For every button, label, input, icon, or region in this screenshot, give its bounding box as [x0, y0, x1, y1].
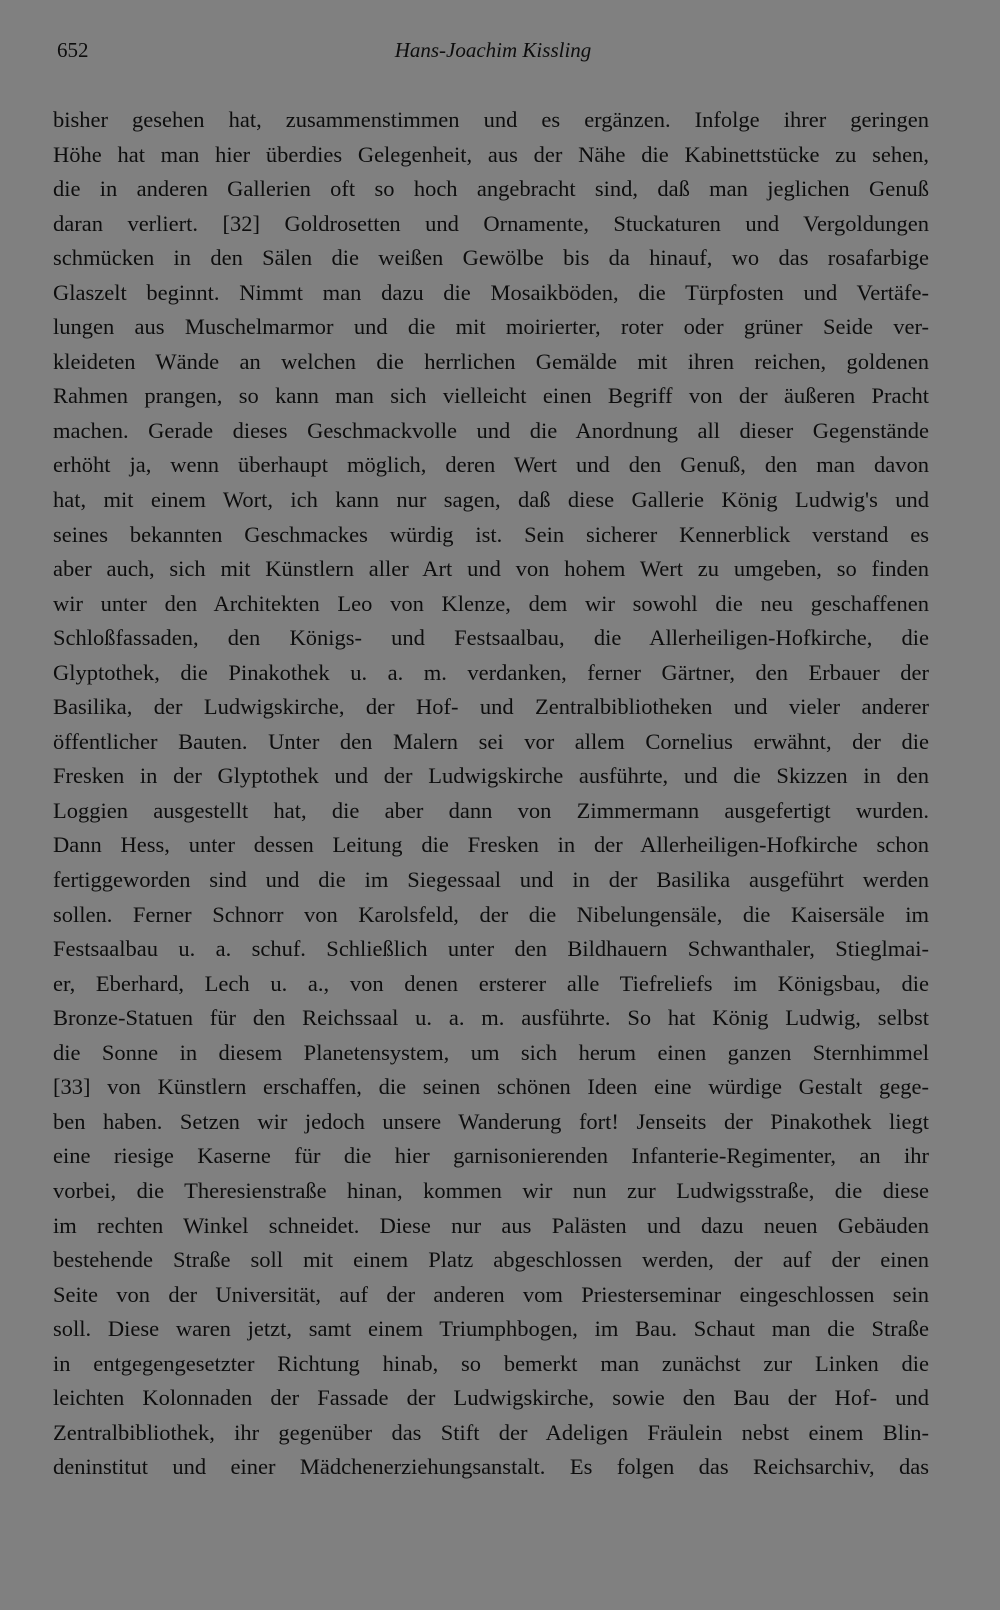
- text-line: wir unter den Architekten Leo von Klenze, dem wir sowohl die neu geschaffenen: [53, 590, 929, 616]
- page-header: [57, 38, 929, 68]
- text-line: erhöht ja, wenn überhaupt möglich, deren Wert und den Genuß, den man davon: [53, 452, 929, 478]
- text-line: bestehende Straße soll mit einem Platz abgeschlossen werden, der auf der einen: [53, 1247, 929, 1273]
- text-line: deninstitut und einer Mädchenerziehungsanstalt. Es folgen das Reichsarchiv, das: [53, 1454, 929, 1480]
- text-line: Basilika, der Ludwigskirche, der Hof- und Zentralbibliotheken und vieler anderer: [53, 694, 929, 720]
- text-line: hat, mit einem Wort, ich kann nur sagen, daß diese Gallerie König Ludwig's und: [53, 487, 929, 513]
- text-line: Loggien ausgestellt hat, die aber dann von Zimmermann ausgefertigt wurden.: [53, 797, 929, 823]
- text-line: Dann Hess, unter dessen Leitung die Fresken in der Allerheiligen-Hofkirche schon: [53, 832, 929, 858]
- text-line: eine riesige Kaserne für die hier garnisonierenden Infanterie-Regimenter, an ihr: [53, 1143, 929, 1169]
- text-line: Rahmen prangen, so kann man sich vielleicht einen Begriff von der äußeren Pracht: [53, 383, 929, 409]
- text-line: ben haben. Setzen wir jedoch unsere Wanderung fort! Jenseits der Pinakothek liegt: [53, 1108, 929, 1134]
- text-line: schmücken in den Sälen die weißen Gewölbe bis da hinauf, wo das rosafarbige: [53, 245, 929, 271]
- text-line: Bronze-Statuen für den Reichssaal u. a. m. ausführte. So hat König Ludwig, selbst: [53, 1005, 929, 1031]
- text-line: aber auch, sich mit Künstlern aller Art und von hohem Wert zu umgeben, so finden: [53, 556, 929, 582]
- text-line: Fresken in der Glyptothek und der Ludwigskirche ausführte, und die Skizzen in den: [53, 763, 929, 789]
- text-line: in entgegengesetzter Richtung hinab, so bemerkt man zunächst zur Linken die: [53, 1350, 929, 1376]
- text-line: Zentralbibliothek, ihr gegenüber das Stift der Adeligen Fräulein nebst einem Blin-: [53, 1419, 929, 1445]
- text-line: leichten Kolonnaden der Fassade der Ludwigskirche, sowie den Bau der Hof- und: [53, 1385, 929, 1411]
- text-line: er, Eberhard, Lech u. a., von denen ersterer alle Tiefreliefs im Königsbau, die: [53, 970, 929, 996]
- text-line: Seite von der Universität, auf der anderen vom Priesterseminar eingeschlossen sein: [53, 1281, 929, 1307]
- running-head: Hans-Joachim Kissling: [394, 38, 592, 62]
- text-line: die Sonne in diesem Planetensystem, um sich herum einen ganzen Sternhimmel: [53, 1039, 929, 1065]
- text-line: soll. Diese waren jetzt, samt einem Triumphbogen, im Bau. Schaut man die Straße: [53, 1316, 929, 1342]
- text-line: sollen. Ferner Schnorr von Karolsfeld, der die Nibelungensäle, die Kaisersäle im: [53, 901, 929, 927]
- text-line: bisher gesehen hat, zusammenstimmen und es ergänzen. Infolge ihrer geringen: [53, 107, 929, 132]
- text-line: Festsaalbau u. a. schuf. Schließlich unter den Bildhauern Schwanthaler, Stieglmai-: [53, 936, 929, 962]
- text-line: Höhe hat man hier überdies Gelegenheit, aus der Nähe die Kabinettstücke zu sehen,: [53, 141, 929, 167]
- text-line: die in anderen Gallerien oft so hoch angebracht sind, daß man jeglichen Genuß: [53, 176, 929, 202]
- text-line: fertiggeworden sind und die im Siegessaal und in der Basilika ausgeführt werden: [53, 867, 929, 893]
- text-line: Schloßfassaden, den Königs- und Festsaalbau, die Allerheiligen-Hofkirche, die: [53, 625, 929, 651]
- text-line: lungen aus Muschelmarmor und die mit moirierter, roter oder grüner Seide ver-: [53, 314, 929, 340]
- body-text: [53, 103, 929, 1485]
- text-line: [33] von Künstlern erschaffen, die seinen schönen Ideen eine würdige Gestalt gege-: [53, 1074, 929, 1100]
- text-line: seines bekannten Geschmackes würdig ist. Sein sicherer Kennerblick verstand es: [53, 521, 929, 547]
- text-line: daran verliert. [32] Goldrosetten und Ornamente, Stuckaturen und Vergoldungen: [53, 210, 929, 236]
- text-line: kleideten Wände an welchen die herrlichen Gemälde mit ihren reichen, goldenen: [53, 348, 929, 374]
- text-line: öffentlicher Bauten. Unter den Malern sei vor allem Cornelius erwähnt, der die: [53, 728, 929, 754]
- text-line: machen. Gerade dieses Geschmackvolle und die Anordnung all dieser Gegenstände: [53, 417, 929, 443]
- text-line: vorbei, die Theresienstraße hinan, kommen wir nun zur Ludwigsstraße, die diese: [53, 1177, 929, 1203]
- text-line: Glaszelt beginnt. Nimmt man dazu die Mosaikböden, die Türpfosten und Vertäfe-: [53, 279, 929, 305]
- text-line: Glyptothek, die Pinakothek u. a. m. verdanken, ferner Gärtner, den Erbauer der: [53, 659, 929, 685]
- text-line: im rechten Winkel schneidet. Diese nur aus Palästen und dazu neuen Gebäuden: [53, 1212, 929, 1238]
- page-number: 652: [57, 38, 89, 62]
